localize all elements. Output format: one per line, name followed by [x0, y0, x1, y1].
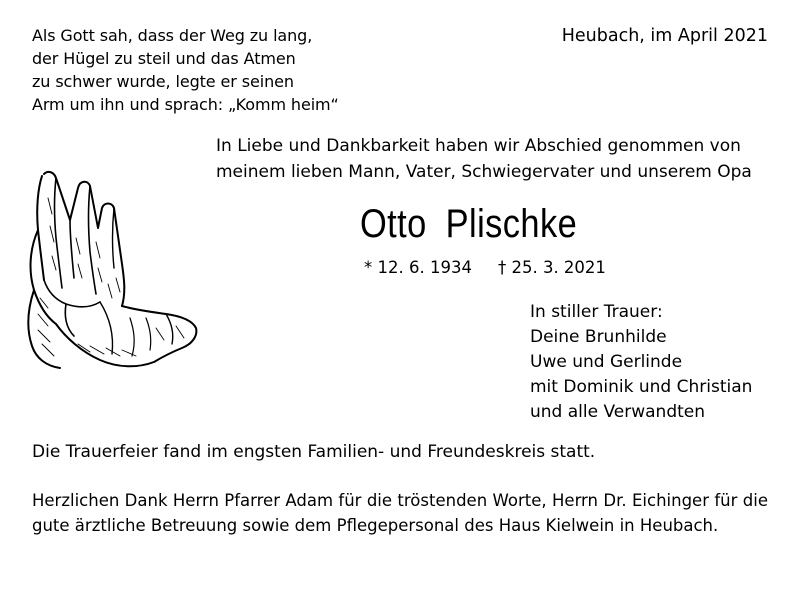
intro-text	[216, 133, 752, 185]
mourners-line: Uwe und Gerlinde	[530, 352, 683, 372]
birth-date: * 12. 6. 1934	[364, 258, 472, 277]
poem-line: zu schwer wurde, legte er seinen	[32, 72, 294, 91]
deceased-name	[360, 196, 577, 252]
mourners	[530, 300, 752, 425]
life-dates	[364, 256, 606, 280]
poem-line: Als Gott sah, dass der Weg zu lang,	[32, 26, 313, 45]
poem	[32, 24, 339, 116]
mourners-line: Deine Brunhilde	[530, 327, 667, 347]
mourners-line: mit Dominik und Christian	[530, 377, 753, 397]
praying-hands-icon	[26, 168, 198, 378]
poem-line: der Hügel zu steil und das Atmen	[32, 49, 296, 68]
thanks-text: Herzlichen Dank Herrn Pfarrer Adam für die tröstenden Worte, Herrn Dr. Eichinger für die gute ärztliche Betreuung sowie dem Pflegepersonal des Haus Kielwein in Heubach.	[32, 491, 768, 535]
death-date: † 25. 3. 2021	[497, 258, 606, 277]
service-note: Die Trauerfeier fand im engsten Familien- und Freundeskreis statt.	[32, 442, 596, 462]
last-name: Plischke	[445, 202, 578, 246]
first-name: Otto	[360, 202, 427, 246]
intro-line: meinem lieben Mann, Vater, Schwiegervater und unserem Opa	[216, 162, 752, 182]
poem-line: Arm um ihn und sprach: „Komm heim“	[32, 95, 339, 114]
mourners-line: und alle Verwandten	[530, 402, 706, 422]
intro-line: In Liebe und Dankbarkeit haben wir Abschied genommen von	[216, 136, 741, 156]
place-date: Heubach, im April 2021	[561, 26, 768, 46]
mourners-line: In stiller Trauer:	[530, 302, 663, 322]
